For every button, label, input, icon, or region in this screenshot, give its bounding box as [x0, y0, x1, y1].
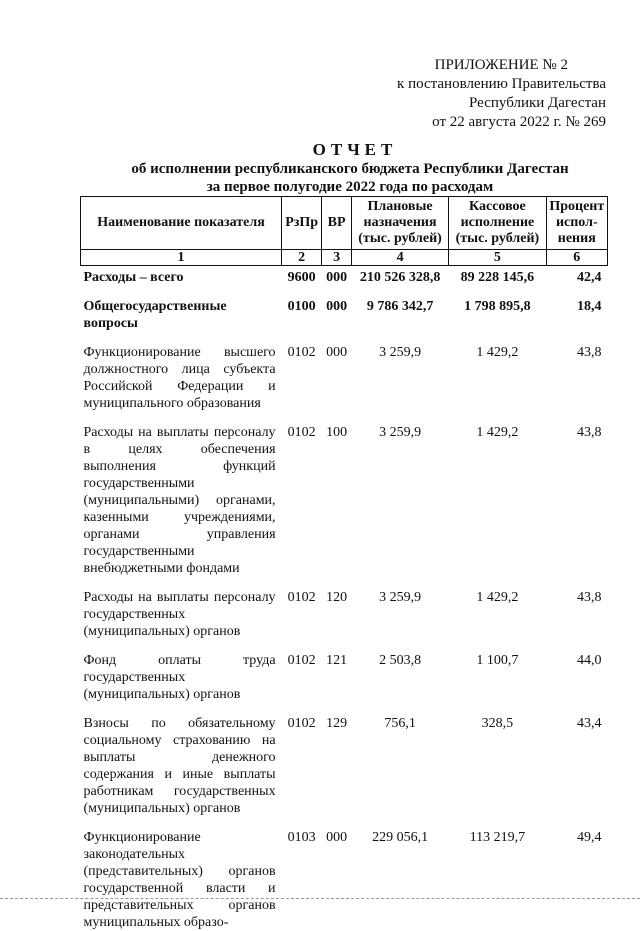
col-number-4: 4 [351, 250, 448, 266]
table-row [81, 652, 608, 715]
row-name: Общегосударственные вопросы [83, 299, 227, 331]
col-number-2: 2 [282, 250, 322, 266]
row-percent: 49,4 [577, 830, 602, 845]
header-percent: Процент испол- нения [546, 197, 607, 250]
table-row [81, 424, 608, 589]
appendix-date: от 22 августа 2022 г. № 269 [432, 114, 606, 130]
expenditure-table [80, 196, 608, 931]
header-cash: Кассовое исполнение (тыс. рублей) [449, 197, 546, 250]
row-name: Функционирование высшего должностного лица субъекта Российской Федерации и муниципального образования [83, 345, 276, 411]
appendix-reference: к постановлению Правительства [397, 76, 606, 92]
row-name: Расходы – всего [83, 270, 184, 285]
row-rzpr: 0102 [287, 716, 316, 731]
row-cash: 89 228 145,6 [460, 270, 535, 285]
row-rzpr: 0102 [287, 425, 316, 440]
row-cash: 1 429,2 [476, 425, 519, 440]
row-name: Взносы по обязательному социальному страхованию на выплаты денежного содержания и иные выплаты работникам государственных (муниципальных) органов [83, 716, 276, 816]
table-row [81, 266, 608, 299]
row-plan: 229 056,1 [372, 830, 429, 845]
row-vr: 121 [326, 653, 348, 668]
table-header-row [81, 197, 608, 250]
row-percent: 43,4 [577, 716, 602, 731]
table-row [81, 344, 608, 424]
row-cash: 113 219,7 [469, 830, 526, 845]
row-cash: 1 429,2 [476, 590, 519, 605]
row-cash: 328,5 [481, 716, 514, 731]
table-row [81, 829, 608, 931]
appendix-government: Республики Дагестан [469, 95, 606, 111]
row-vr: 000 [326, 270, 348, 285]
report-title [0, 140, 640, 196]
row-rzpr: 0102 [287, 653, 316, 668]
row-plan: 3 259,9 [379, 590, 422, 605]
row-percent: 42,4 [577, 270, 602, 285]
row-percent: 18,4 [577, 299, 602, 314]
row-name: Расходы на выплаты персоналу государственных (муниципальных) органов [83, 590, 276, 639]
header-rzpr: РзПр [282, 197, 322, 250]
row-vr: 000 [326, 299, 348, 314]
row-rzpr: 0100 [287, 299, 316, 314]
table-row [81, 298, 608, 344]
row-plan: 756,1 [384, 716, 416, 731]
col-number-1: 1 [81, 250, 282, 266]
col-number-5: 5 [449, 250, 546, 266]
table-column-numbers [81, 250, 608, 266]
header-vr: ВР [322, 197, 352, 250]
row-cash: 1 429,2 [476, 345, 519, 360]
report-heading: ОТЧЕТ [312, 140, 398, 159]
row-rzpr: 0102 [287, 345, 316, 360]
row-rzpr: 9600 [287, 270, 316, 285]
row-cash: 1 100,7 [476, 653, 519, 668]
row-plan: 3 259,9 [379, 425, 422, 440]
row-percent: 43,8 [577, 590, 602, 605]
col-number-6: 6 [546, 250, 607, 266]
row-cash: 1 798 895,8 [464, 299, 531, 314]
page-bottom-divider [0, 898, 640, 899]
row-name: Фонд оплаты труда государственных (муниципальных) органов [83, 653, 276, 702]
row-vr: 000 [326, 830, 348, 845]
report-period: за первое полугодие 2022 года по расходам [206, 179, 494, 195]
table-row [81, 589, 608, 652]
col-number-3: 3 [322, 250, 352, 266]
row-plan: 2 503,8 [379, 653, 422, 668]
row-vr: 120 [326, 590, 348, 605]
row-plan: 3 259,9 [379, 345, 422, 360]
row-name: Расходы на выплаты персоналу в целях обеспечения выполнения функций государственными (муниципальными) органами, казенными учреждениями, органами управления государственными внебюджетными фондами [83, 425, 276, 576]
row-percent: 43,8 [577, 425, 602, 440]
row-plan: 9 786 342,7 [366, 299, 434, 314]
header-name: Наименование показателя [81, 197, 282, 250]
row-percent: 44,0 [577, 653, 602, 668]
row-vr: 000 [326, 345, 348, 360]
appendix-block [397, 56, 606, 132]
row-percent: 43,8 [577, 345, 602, 360]
row-name: Функционирование законодательных (представительных) органов государственной власти и представительных органов муниципальных образо- [83, 830, 276, 930]
appendix-number: ПРИЛОЖЕНИЕ № 2 [434, 57, 568, 73]
row-rzpr: 0103 [287, 830, 316, 845]
row-plan: 210 526 328,8 [359, 270, 441, 285]
report-subtitle: об исполнении республиканского бюджета Республики Дагестан [131, 161, 569, 177]
header-plan: Плановые назначения (тыс. рублей) [351, 197, 448, 250]
row-vr: 100 [326, 425, 348, 440]
row-vr: 129 [326, 716, 348, 731]
row-rzpr: 0102 [287, 590, 316, 605]
table-row [81, 715, 608, 829]
